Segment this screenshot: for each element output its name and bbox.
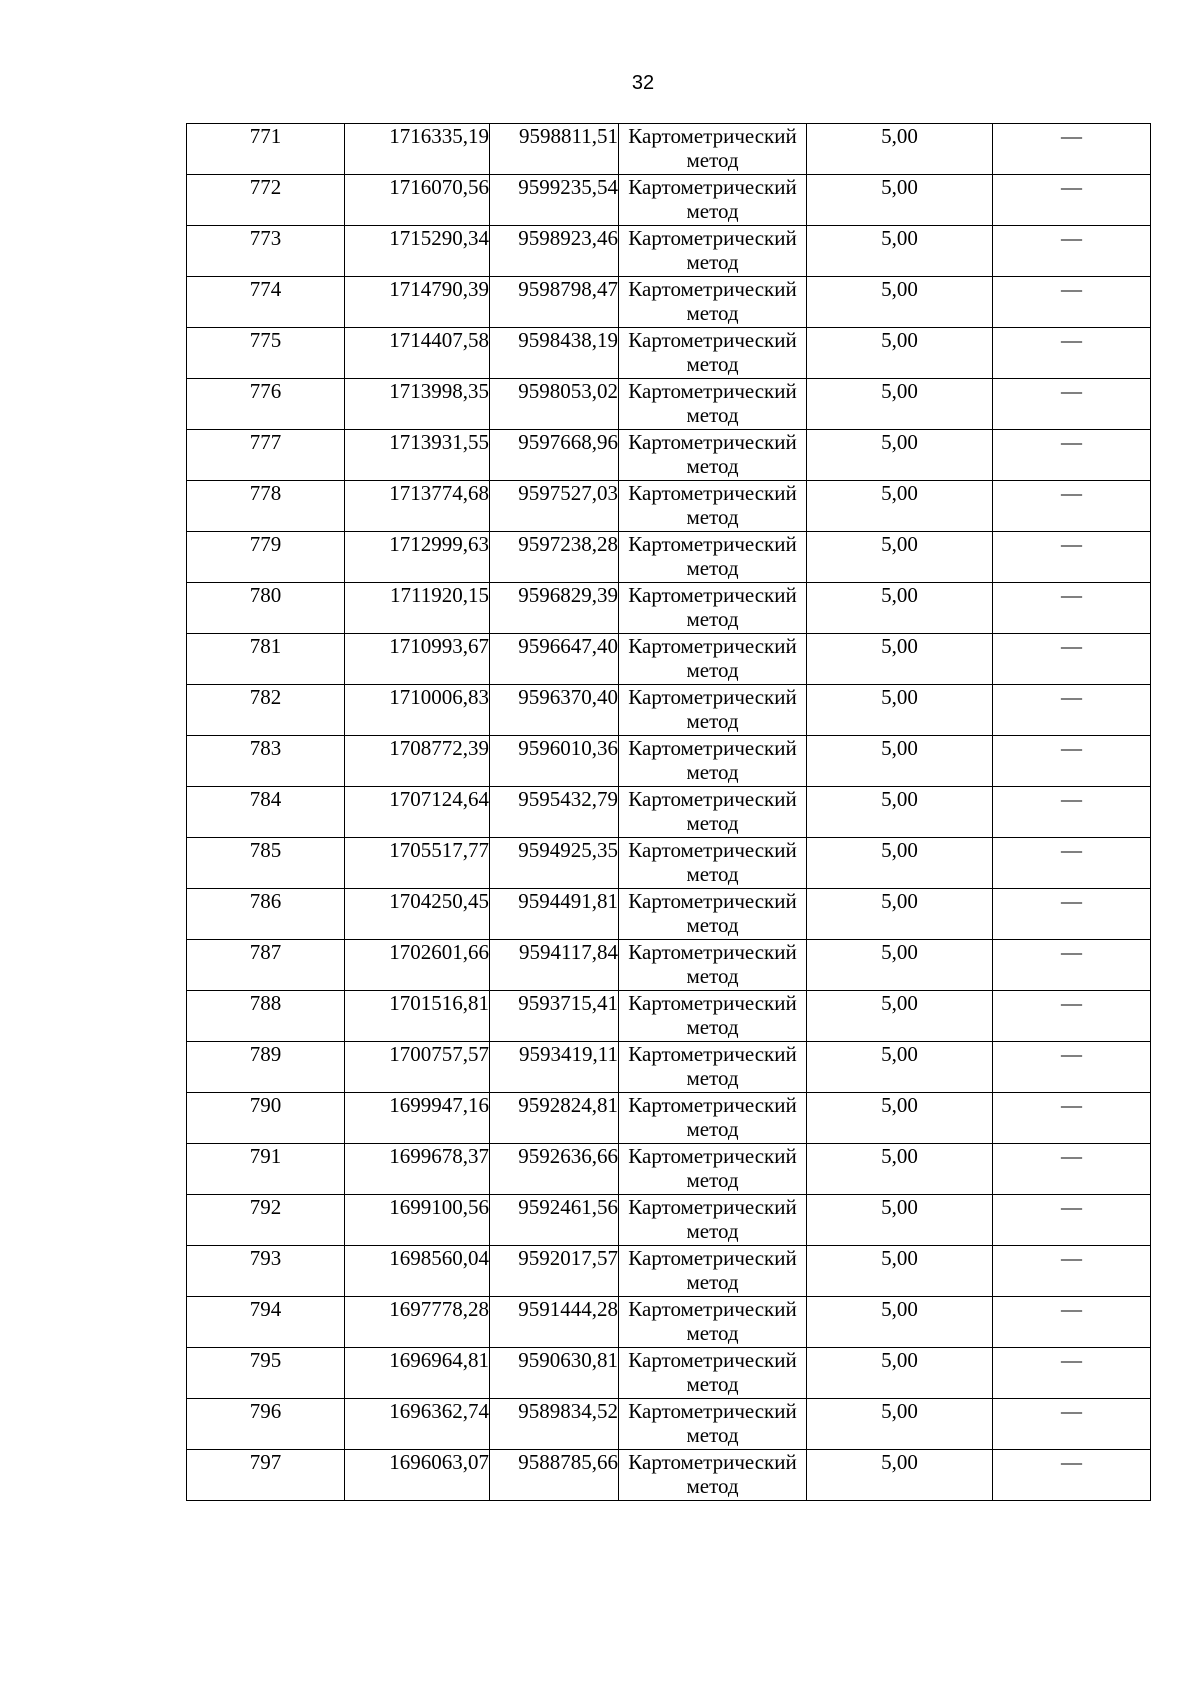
method-cell: [619, 226, 807, 277]
table-row: [187, 1195, 1151, 1246]
method-line-2: метод: [686, 862, 739, 886]
point-number-cell: 775: [187, 328, 345, 379]
method-line-2: метод: [686, 250, 739, 274]
y-coordinate-cell: 9597527,03: [490, 481, 619, 532]
y-coordinate-cell: 9590630,81: [490, 1348, 619, 1399]
error-cell: 5,00: [807, 1450, 993, 1501]
description-cell: —: [993, 175, 1151, 226]
point-number-cell: 785: [187, 838, 345, 889]
method-cell: [619, 634, 807, 685]
description-cell: —: [993, 736, 1151, 787]
description-cell: —: [993, 1042, 1151, 1093]
x-coordinate-cell: 1714407,58: [345, 328, 490, 379]
method-line-1: Картометрический: [628, 1195, 797, 1219]
table-row: [187, 328, 1151, 379]
method-line-1: Картометрический: [628, 1348, 797, 1372]
y-coordinate-cell: 9596370,40: [490, 685, 619, 736]
description-cell: —: [993, 124, 1151, 175]
description-cell: —: [993, 634, 1151, 685]
method-cell: [619, 685, 807, 736]
method-cell: [619, 481, 807, 532]
y-coordinate-cell: 9589834,52: [490, 1399, 619, 1450]
description-cell: —: [993, 787, 1151, 838]
method-line-1: Картометрический: [628, 1246, 797, 1270]
method-cell: [619, 991, 807, 1042]
error-cell: 5,00: [807, 124, 993, 175]
description-cell: —: [993, 1246, 1151, 1297]
description-cell: —: [993, 940, 1151, 991]
method-cell: [619, 430, 807, 481]
error-cell: 5,00: [807, 379, 993, 430]
x-coordinate-cell: 1713931,55: [345, 430, 490, 481]
y-coordinate-cell: 9594117,84: [490, 940, 619, 991]
method-line-2: метод: [686, 1117, 739, 1141]
point-number-cell: 783: [187, 736, 345, 787]
method-line-1: Картометрический: [628, 787, 797, 811]
method-line-1: Картометрический: [628, 1144, 797, 1168]
table-row: [187, 379, 1151, 430]
y-coordinate-cell: 9597668,96: [490, 430, 619, 481]
method-line-2: метод: [686, 403, 739, 427]
point-number-cell: 794: [187, 1297, 345, 1348]
table-row: [187, 1348, 1151, 1399]
x-coordinate-cell: 1713774,68: [345, 481, 490, 532]
method-cell: [619, 1450, 807, 1501]
x-coordinate-cell: 1716070,56: [345, 175, 490, 226]
y-coordinate-cell: 9588785,66: [490, 1450, 619, 1501]
description-cell: —: [993, 277, 1151, 328]
table-row: [187, 1093, 1151, 1144]
x-coordinate-cell: 1696362,74: [345, 1399, 490, 1450]
y-coordinate-cell: 9596010,36: [490, 736, 619, 787]
x-coordinate-cell: 1710993,67: [345, 634, 490, 685]
x-coordinate-cell: 1714790,39: [345, 277, 490, 328]
method-line-1: Картометрический: [628, 736, 797, 760]
point-number-cell: 793: [187, 1246, 345, 1297]
point-number-cell: 797: [187, 1450, 345, 1501]
method-cell: [619, 328, 807, 379]
description-cell: —: [993, 1348, 1151, 1399]
point-number-cell: 776: [187, 379, 345, 430]
method-cell: [619, 1246, 807, 1297]
error-cell: 5,00: [807, 430, 993, 481]
method-line-1: Картометрический: [628, 277, 797, 301]
description-cell: —: [993, 991, 1151, 1042]
x-coordinate-cell: 1696063,07: [345, 1450, 490, 1501]
error-cell: 5,00: [807, 634, 993, 685]
y-coordinate-cell: 9591444,28: [490, 1297, 619, 1348]
method-line-2: метод: [686, 352, 739, 376]
x-coordinate-cell: 1702601,66: [345, 940, 490, 991]
description-cell: —: [993, 838, 1151, 889]
method-line-1: Картометрический: [628, 889, 797, 913]
table-row: [187, 277, 1151, 328]
description-cell: —: [993, 1297, 1151, 1348]
error-cell: 5,00: [807, 889, 993, 940]
method-line-2: метод: [686, 709, 739, 733]
method-line-2: метод: [686, 1474, 739, 1498]
coordinates-table: [186, 123, 1151, 1501]
error-cell: 5,00: [807, 1144, 993, 1195]
coordinates-table-body: [187, 124, 1151, 1501]
table-row: [187, 838, 1151, 889]
y-coordinate-cell: 9593419,11: [490, 1042, 619, 1093]
y-coordinate-cell: 9596829,39: [490, 583, 619, 634]
error-cell: 5,00: [807, 532, 993, 583]
error-cell: 5,00: [807, 940, 993, 991]
error-cell: 5,00: [807, 277, 993, 328]
x-coordinate-cell: 1697778,28: [345, 1297, 490, 1348]
method-line-1: Картометрический: [628, 124, 797, 148]
point-number-cell: 790: [187, 1093, 345, 1144]
method-cell: [619, 940, 807, 991]
page-number: 32: [631, 72, 655, 94]
error-cell: 5,00: [807, 787, 993, 838]
table-row: [187, 991, 1151, 1042]
point-number-cell: 771: [187, 124, 345, 175]
method-cell: [619, 277, 807, 328]
method-cell: [619, 175, 807, 226]
method-line-1: Картометрический: [628, 634, 797, 658]
method-line-2: метод: [686, 454, 739, 478]
method-line-1: Картометрический: [628, 991, 797, 1015]
y-coordinate-cell: 9592824,81: [490, 1093, 619, 1144]
method-cell: [619, 736, 807, 787]
method-line-2: метод: [686, 1321, 739, 1345]
method-cell: [619, 787, 807, 838]
method-line-1: Картометрический: [628, 1093, 797, 1117]
y-coordinate-cell: 9596647,40: [490, 634, 619, 685]
method-line-2: метод: [686, 199, 739, 223]
x-coordinate-cell: 1701516,81: [345, 991, 490, 1042]
error-cell: 5,00: [807, 991, 993, 1042]
error-cell: 5,00: [807, 838, 993, 889]
method-cell: [619, 124, 807, 175]
point-number-cell: 786: [187, 889, 345, 940]
description-cell: —: [993, 226, 1151, 277]
y-coordinate-cell: 9598798,47: [490, 277, 619, 328]
description-cell: —: [993, 481, 1151, 532]
method-line-2: метод: [686, 1168, 739, 1192]
table-row: [187, 889, 1151, 940]
error-cell: 5,00: [807, 1399, 993, 1450]
method-cell: [619, 1399, 807, 1450]
x-coordinate-cell: 1712999,63: [345, 532, 490, 583]
x-coordinate-cell: 1708772,39: [345, 736, 490, 787]
point-number-cell: 789: [187, 1042, 345, 1093]
error-cell: 5,00: [807, 1093, 993, 1144]
table-row: [187, 685, 1151, 736]
point-number-cell: 791: [187, 1144, 345, 1195]
y-coordinate-cell: 9594491,81: [490, 889, 619, 940]
method-cell: [619, 532, 807, 583]
method-cell: [619, 1093, 807, 1144]
table-row: [187, 481, 1151, 532]
method-line-1: Картометрический: [628, 226, 797, 250]
point-number-cell: 772: [187, 175, 345, 226]
point-number-cell: 781: [187, 634, 345, 685]
y-coordinate-cell: 9595432,79: [490, 787, 619, 838]
table-row: [187, 634, 1151, 685]
error-cell: 5,00: [807, 583, 993, 634]
y-coordinate-cell: 9593715,41: [490, 991, 619, 1042]
table-row: [187, 787, 1151, 838]
method-line-1: Картометрический: [628, 685, 797, 709]
table-row: [187, 1144, 1151, 1195]
y-coordinate-cell: 9598053,02: [490, 379, 619, 430]
table-row: [187, 175, 1151, 226]
description-cell: —: [993, 430, 1151, 481]
x-coordinate-cell: 1715290,34: [345, 226, 490, 277]
x-coordinate-cell: 1698560,04: [345, 1246, 490, 1297]
table-row: [187, 1297, 1151, 1348]
method-cell: [619, 838, 807, 889]
y-coordinate-cell: 9598811,51: [490, 124, 619, 175]
y-coordinate-cell: 9594925,35: [490, 838, 619, 889]
x-coordinate-cell: 1707124,64: [345, 787, 490, 838]
point-number-cell: 788: [187, 991, 345, 1042]
method-line-2: метод: [686, 964, 739, 988]
method-line-2: метод: [686, 1372, 739, 1396]
error-cell: 5,00: [807, 1348, 993, 1399]
method-line-1: Картометрический: [628, 1297, 797, 1321]
table-row: [187, 532, 1151, 583]
point-number-cell: 773: [187, 226, 345, 277]
table-row: [187, 583, 1151, 634]
description-cell: —: [993, 1195, 1151, 1246]
error-cell: 5,00: [807, 1042, 993, 1093]
method-cell: [619, 583, 807, 634]
x-coordinate-cell: 1716335,19: [345, 124, 490, 175]
point-number-cell: 796: [187, 1399, 345, 1450]
method-line-1: Картометрический: [628, 838, 797, 862]
table-row: [187, 430, 1151, 481]
y-coordinate-cell: 9598923,46: [490, 226, 619, 277]
description-cell: —: [993, 1399, 1151, 1450]
x-coordinate-cell: 1704250,45: [345, 889, 490, 940]
method-line-1: Картометрический: [628, 175, 797, 199]
point-number-cell: 787: [187, 940, 345, 991]
point-number-cell: 784: [187, 787, 345, 838]
method-line-1: Картометрический: [628, 1042, 797, 1066]
method-line-2: метод: [686, 505, 739, 529]
description-cell: —: [993, 532, 1151, 583]
method-line-2: метод: [686, 607, 739, 631]
method-line-2: метод: [686, 1219, 739, 1243]
table-row: [187, 940, 1151, 991]
x-coordinate-cell: 1699678,37: [345, 1144, 490, 1195]
y-coordinate-cell: 9592636,66: [490, 1144, 619, 1195]
error-cell: 5,00: [807, 685, 993, 736]
error-cell: 5,00: [807, 175, 993, 226]
table-row: [187, 1450, 1151, 1501]
method-cell: [619, 1348, 807, 1399]
y-coordinate-cell: 9598438,19: [490, 328, 619, 379]
method-line-2: метод: [686, 760, 739, 784]
description-cell: —: [993, 1093, 1151, 1144]
method-line-1: Картометрический: [628, 1450, 797, 1474]
error-cell: 5,00: [807, 1297, 993, 1348]
table-row: [187, 736, 1151, 787]
x-coordinate-cell: 1713998,35: [345, 379, 490, 430]
method-cell: [619, 1297, 807, 1348]
x-coordinate-cell: 1699100,56: [345, 1195, 490, 1246]
point-number-cell: 792: [187, 1195, 345, 1246]
method-line-2: метод: [686, 301, 739, 325]
error-cell: 5,00: [807, 226, 993, 277]
description-cell: —: [993, 379, 1151, 430]
description-cell: —: [993, 328, 1151, 379]
y-coordinate-cell: 9592017,57: [490, 1246, 619, 1297]
method-line-2: метод: [686, 658, 739, 682]
x-coordinate-cell: 1705517,77: [345, 838, 490, 889]
x-coordinate-cell: 1710006,83: [345, 685, 490, 736]
method-line-2: метод: [686, 148, 739, 172]
method-line-2: метод: [686, 1015, 739, 1039]
method-line-1: Картометрический: [628, 379, 797, 403]
table-row: [187, 124, 1151, 175]
x-coordinate-cell: 1711920,15: [345, 583, 490, 634]
point-number-cell: 795: [187, 1348, 345, 1399]
method-line-1: Картометрический: [628, 532, 797, 556]
error-cell: 5,00: [807, 736, 993, 787]
method-line-1: Картометрический: [628, 940, 797, 964]
x-coordinate-cell: 1696964,81: [345, 1348, 490, 1399]
method-line-1: Картометрический: [628, 583, 797, 607]
table-row: [187, 1042, 1151, 1093]
method-line-2: метод: [686, 913, 739, 937]
method-cell: [619, 889, 807, 940]
point-number-cell: 780: [187, 583, 345, 634]
method-line-1: Картометрический: [628, 481, 797, 505]
point-number-cell: 778: [187, 481, 345, 532]
y-coordinate-cell: 9597238,28: [490, 532, 619, 583]
point-number-cell: 774: [187, 277, 345, 328]
point-number-cell: 779: [187, 532, 345, 583]
point-number-cell: 782: [187, 685, 345, 736]
method-line-2: метод: [686, 1423, 739, 1447]
description-cell: —: [993, 1144, 1151, 1195]
description-cell: —: [993, 1450, 1151, 1501]
description-cell: —: [993, 583, 1151, 634]
method-line-2: метод: [686, 811, 739, 835]
table-row: [187, 226, 1151, 277]
y-coordinate-cell: 9599235,54: [490, 175, 619, 226]
point-number-cell: 777: [187, 430, 345, 481]
table-row: [187, 1399, 1151, 1450]
method-cell: [619, 1144, 807, 1195]
method-line-2: метод: [686, 556, 739, 580]
error-cell: 5,00: [807, 481, 993, 532]
method-line-1: Картометрический: [628, 328, 797, 352]
description-cell: —: [993, 889, 1151, 940]
method-line-2: метод: [686, 1066, 739, 1090]
x-coordinate-cell: 1700757,57: [345, 1042, 490, 1093]
y-coordinate-cell: 9592461,56: [490, 1195, 619, 1246]
method-line-2: метод: [686, 1270, 739, 1294]
method-cell: [619, 379, 807, 430]
method-line-1: Картометрический: [628, 1399, 797, 1423]
error-cell: 5,00: [807, 1246, 993, 1297]
method-cell: [619, 1195, 807, 1246]
error-cell: 5,00: [807, 1195, 993, 1246]
description-cell: —: [993, 685, 1151, 736]
method-line-1: Картометрический: [628, 430, 797, 454]
error-cell: 5,00: [807, 328, 993, 379]
table-row: [187, 1246, 1151, 1297]
method-cell: [619, 1042, 807, 1093]
x-coordinate-cell: 1699947,16: [345, 1093, 490, 1144]
